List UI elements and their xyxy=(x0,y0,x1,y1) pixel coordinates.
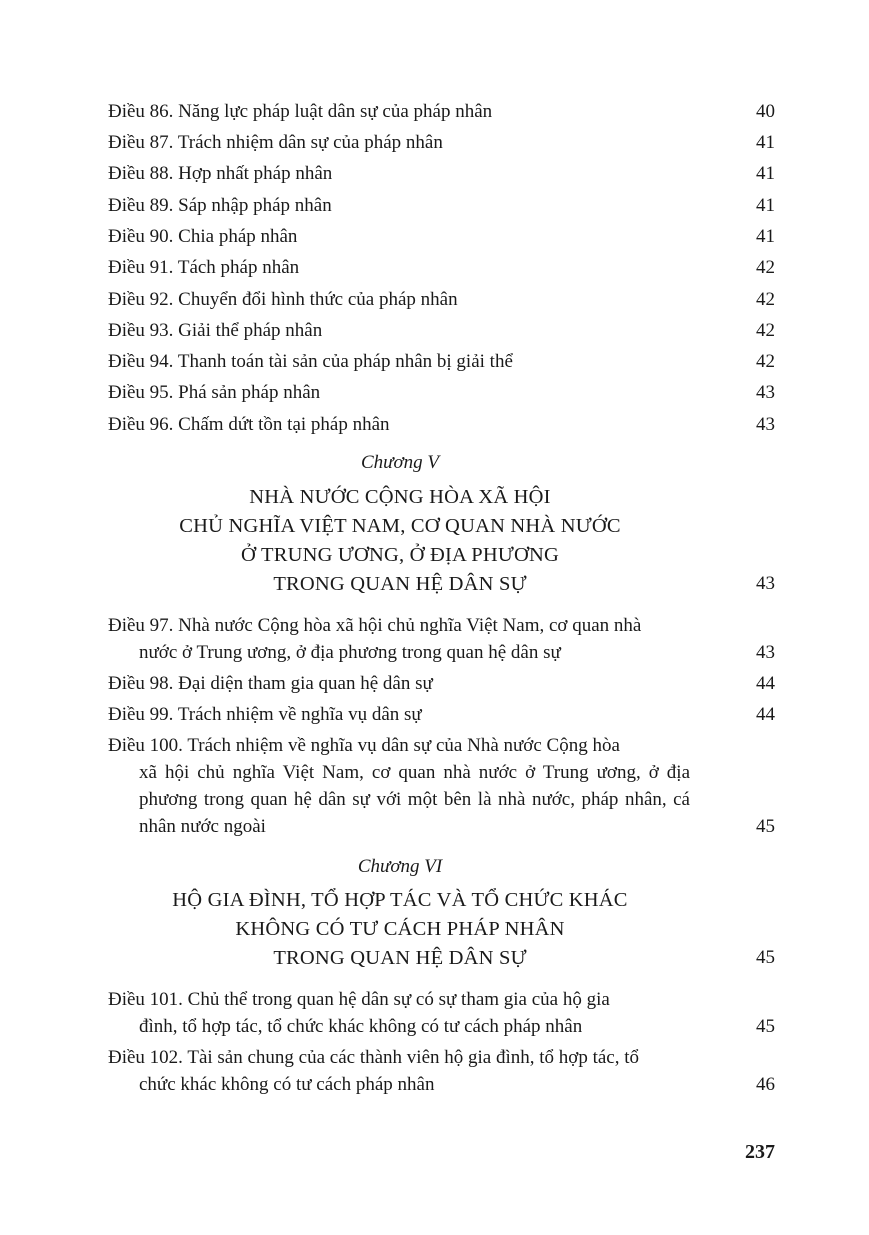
chapter-6-title-line-2: KHÔNG CÓ TƯ CÁCH PHÁP NHÂN xyxy=(235,918,565,940)
toc-entry-title-first: Điều 101. Chủ thể trong quan hệ dân sự có sự tham gia của hộ gia xyxy=(108,989,610,1010)
toc-entry-title: Điều 98. Đại diện tham gia quan hệ dân sự xyxy=(108,673,433,694)
toc-entry-title: Điều 96. Chấm dứt tồn tại pháp nhân xyxy=(108,414,390,435)
toc-entry-dieu-97 xyxy=(108,612,775,666)
toc-entry-dieu-86 xyxy=(108,98,775,125)
toc-entry-page: 45 xyxy=(756,816,775,837)
toc-entry-title: Điều 89. Sáp nhập pháp nhân xyxy=(108,195,332,216)
toc-entry-dieu-92 xyxy=(108,286,775,313)
toc-entry-page: 41 xyxy=(756,226,775,247)
toc-entry-page: 45 xyxy=(756,1016,775,1037)
chapter-5-title-line-3: Ở TRUNG ƯƠNG, Ở ĐỊA PHƯƠNG xyxy=(241,544,559,566)
toc-entry-title xyxy=(108,1044,690,1098)
toc-entry-page: 41 xyxy=(756,163,775,184)
toc-entry-title xyxy=(108,732,690,840)
toc-entry-page: 41 xyxy=(756,132,775,153)
chapter-5-page: 43 xyxy=(756,573,775,594)
toc-entry-page: 41 xyxy=(756,195,775,216)
toc-entry-dieu-99 xyxy=(108,701,775,728)
toc-entry-dieu-98 xyxy=(108,670,775,697)
chapter-5-label: Chương V xyxy=(360,452,440,473)
toc-entry-dieu-96 xyxy=(108,411,775,438)
toc-entry-title-rest: chức khác không có tư cách pháp nhân xyxy=(139,1074,435,1095)
toc-entry-title-rest: nước ở Trung ương, ở địa phương trong quan hệ dân sự xyxy=(139,642,561,663)
toc-entry-dieu-91 xyxy=(108,254,775,281)
page-number: 237 xyxy=(745,1141,775,1163)
toc-entry-title: Điều 88. Hợp nhất pháp nhân xyxy=(108,163,333,184)
toc-entry-page: 42 xyxy=(756,289,775,310)
chapter-5-title-line-2: CHỦ NGHĨA VIỆT NAM, CƠ QUAN NHÀ NƯỚC xyxy=(179,515,621,537)
toc-entry-title: Điều 93. Giải thể pháp nhân xyxy=(108,320,323,341)
toc-entry-page: 43 xyxy=(756,414,775,435)
toc-entry-dieu-93 xyxy=(108,317,775,344)
toc-entry-title: Điều 92. Chuyển đổi hình thức của pháp nhân xyxy=(108,289,458,310)
toc-entry-title xyxy=(108,986,690,1040)
chapter-5-title-line-4: TRONG QUAN HỆ DÂN SỰ xyxy=(273,573,527,595)
toc-entry-dieu-89 xyxy=(108,192,775,219)
toc-entry-page: 42 xyxy=(756,257,775,278)
toc-entry-title-first: Điều 102. Tài sản chung của các thành viên hộ gia đình, tổ hợp tác, tổ xyxy=(108,1047,639,1068)
toc-entry-page: 43 xyxy=(756,642,775,663)
toc-entry-page: 40 xyxy=(756,101,775,122)
toc-entry-dieu-88 xyxy=(108,160,775,187)
chapter-6-title-line-3: TRONG QUAN HỆ DÂN SỰ xyxy=(273,947,527,969)
toc-entry-page: 44 xyxy=(756,673,775,694)
toc-entry-title-rest: xã hội chủ nghĩa Việt Nam, cơ quan nhà nước ở Trung ương, ở địa phương trong quan hệ dân sự với một bên là nhà nước, pháp nhân, cá nhân nước ngoài xyxy=(139,762,690,837)
toc-entry-title: Điều 90. Chia pháp nhân xyxy=(108,226,298,247)
chapter-6-title-line-1: HỘ GIA ĐÌNH, TỔ HỢP TÁC VÀ TỔ CHỨC KHÁC xyxy=(172,889,628,911)
toc-entry-title: Điều 95. Phá sản pháp nhân xyxy=(108,382,321,403)
toc-entry-title-first: Điều 97. Nhà nước Cộng hòa xã hội chủ nghĩa Việt Nam, cơ quan nhà xyxy=(108,615,642,636)
toc-entry-title: Điều 94. Thanh toán tài sản của pháp nhân bị giải thể xyxy=(108,351,513,372)
toc-entry-dieu-87 xyxy=(108,129,775,156)
toc-entry-dieu-100 xyxy=(108,732,775,840)
toc-entry-dieu-90 xyxy=(108,223,775,250)
toc-entry-title: Điều 86. Năng lực pháp luật dân sự của pháp nhân xyxy=(108,101,493,122)
toc-entry-page: 42 xyxy=(756,320,775,341)
toc-entry-dieu-102 xyxy=(108,1044,775,1098)
chapter-6-page: 45 xyxy=(756,947,775,968)
chapter-5-title-line-1: NHÀ NƯỚC CỘNG HÒA XÃ HỘI xyxy=(249,486,551,508)
toc-entry-title-rest: đình, tổ hợp tác, tổ chức khác không có tư cách pháp nhân xyxy=(139,1016,583,1037)
toc-entry-title: Điều 99. Trách nhiệm về nghĩa vụ dân sự xyxy=(108,704,422,725)
toc-entry-title xyxy=(108,612,690,666)
toc-entry-page: 43 xyxy=(756,382,775,403)
toc-entry-title: Điều 91. Tách pháp nhân xyxy=(108,257,300,278)
toc-entry-dieu-94 xyxy=(108,348,775,375)
toc-entry-page: 46 xyxy=(756,1074,775,1095)
toc-entry-dieu-101 xyxy=(108,986,775,1040)
toc-entry-page: 42 xyxy=(756,351,775,372)
chapter-6-label: Chương VI xyxy=(357,856,443,877)
toc-entry-dieu-95 xyxy=(108,379,775,406)
toc-entry-title-first: Điều 100. Trách nhiệm về nghĩa vụ dân sự của Nhà nước Cộng hòa xyxy=(108,735,620,756)
toc-entry-title: Điều 87. Trách nhiệm dân sự của pháp nhân xyxy=(108,132,443,153)
toc-entry-page: 44 xyxy=(756,704,775,725)
